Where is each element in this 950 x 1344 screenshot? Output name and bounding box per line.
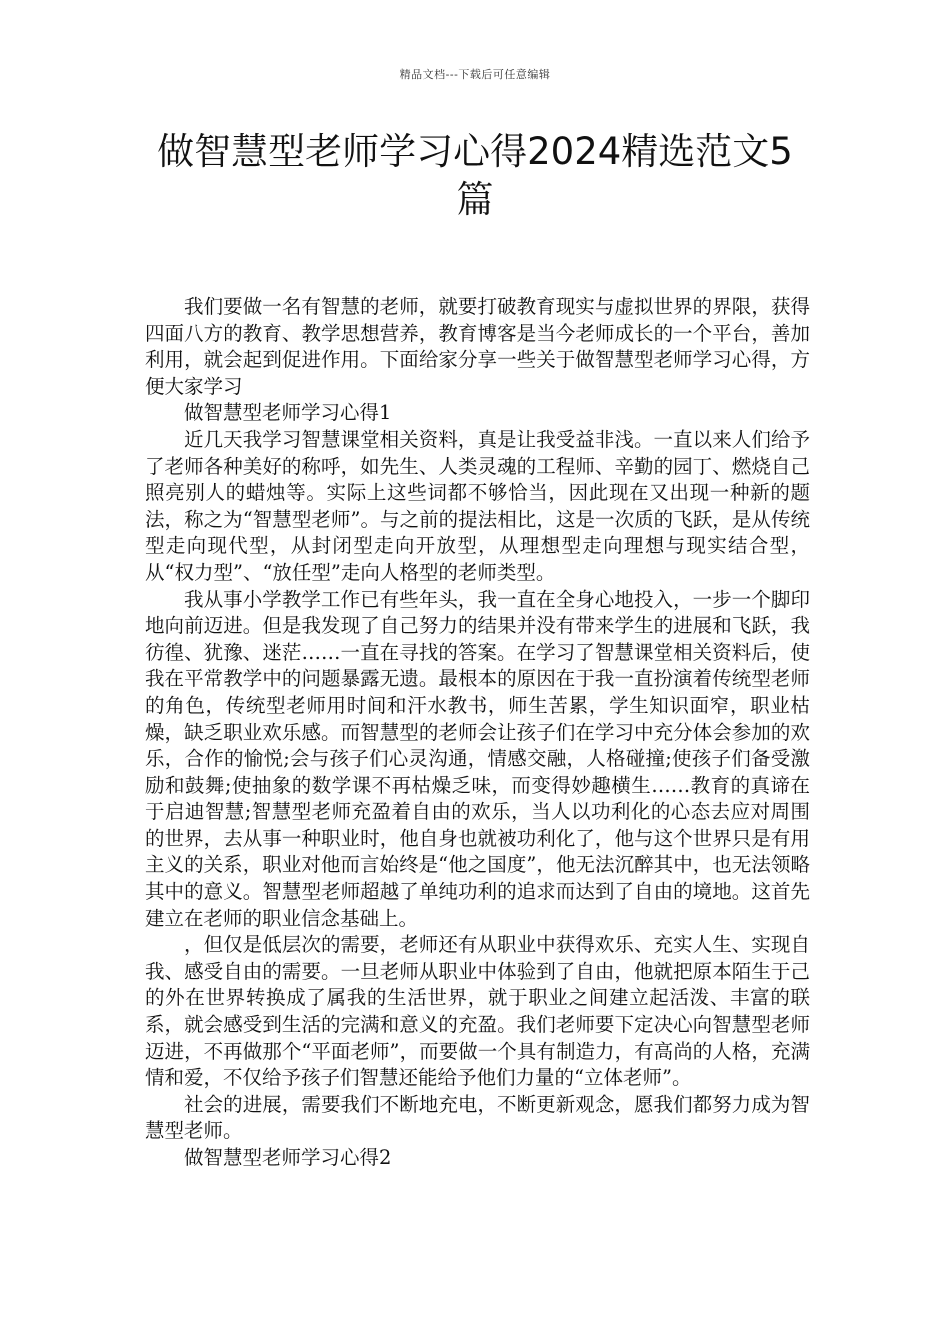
document-title: 做智慧型老师学习心得2024精选范文5篇 (157, 130, 793, 221)
paragraph: 我从事小学教学工作已有些年头，我一直在全身心地投入，一步一个脚印地向前迈进。但是我发现了自己努力的结果并没有带来学生的进展和飞跃，我彷徨、犹豫、迷茫……一直在寻找的答案。在学习了智慧课堂相关资料后，使我在平常教学中的问题暴露无遗。最根本的原因在于我一直扮演着传统型老师的角色，传统型老师用时间和汗水教书，师生苦累，学生知识面窄，职业枯燥，缺乏职业欢乐感。而智慧型的老师会让孩子们在学习中充分体会参加的欢乐，合作的愉悦;会与孩子们心灵沟通，情感交融，人格碰撞;使孩子们备受激励和鼓舞;使抽象的数学课不再枯燥乏味，而变得妙趣横生……教育的真谛在于启迪智慧;智慧型老师充盈着自由的欢乐，当人以功利化的心态去应对周围的世界，去从事一种职业时，他自身也就被功利化了，他与这个世界只是有用主义的关系，职业对他而言始终是“他之国度”，他无法沉醉其中，也无法领略其中的意义。智慧型老师超越了单纯功利的追求而达到了自由的境地。这首先建立在老师的职业信念基础上。 (145, 587, 810, 930)
document-body (145, 294, 810, 1172)
section-heading-1: 做智慧型老师学习心得1 (184, 401, 392, 425)
header-note: 精品文档---下载后可任意编辑 (399, 68, 551, 81)
paragraph-intro: 我们要做一名有智慧的老师，就要打破教育现实与虚拟世界的界限，获得四面八方的教育、教学思想营养，教育博客是当今老师成长的一个平台，善加利用，就会起到促进作用。下面给家分享一些关于做智慧型老师学习心得，方便大家学习 (145, 295, 810, 398)
section-heading-2: 做智慧型老师学习心得2 (184, 1146, 392, 1169)
paragraph: 社会的进展，需要我们不断地充电，不断更新观念，愿我们都努力成为智慧型老师。 (145, 1092, 810, 1143)
paragraph: 近几天我学习智慧课堂相关资料，真是让我受益非浅。一直以来人们给予了老师各种美好的称呼，如先生、人类灵魂的工程师、辛勤的园丁、燃烧自己照亮别人的蜡烛等。实际上这些词都不够恰当，因此现在又出现一种新的题法，称之为“智慧型老师”。与之前的提法相比，这是一次质的飞跃，是从传统型走向现代型，从封闭型走向开放型，从理想型走向理想与现实结合型，从“权力型”、“放任型”走向人格型的老师类型。 (145, 427, 810, 584)
paragraph: ，但仅是低层次的需要，老师还有从职业中获得欢乐、充实人生、实现自我、感受自由的需要。一旦老师从职业中体验到了自由，他就把原本陌生于己的外在世界转换成了属我的生活世界，就于职业之间建立起活泼、丰富的联系，就会感受到生活的完满和意义的充盈。我们老师要下定决心向智慧型老师迈进，不再做那个“平面老师”，而要做一个具有制造力，有高尚的人格，充满情和爱，不仅给予孩子们智慧还能给予他们力量的“立体老师”。 (145, 933, 810, 1090)
